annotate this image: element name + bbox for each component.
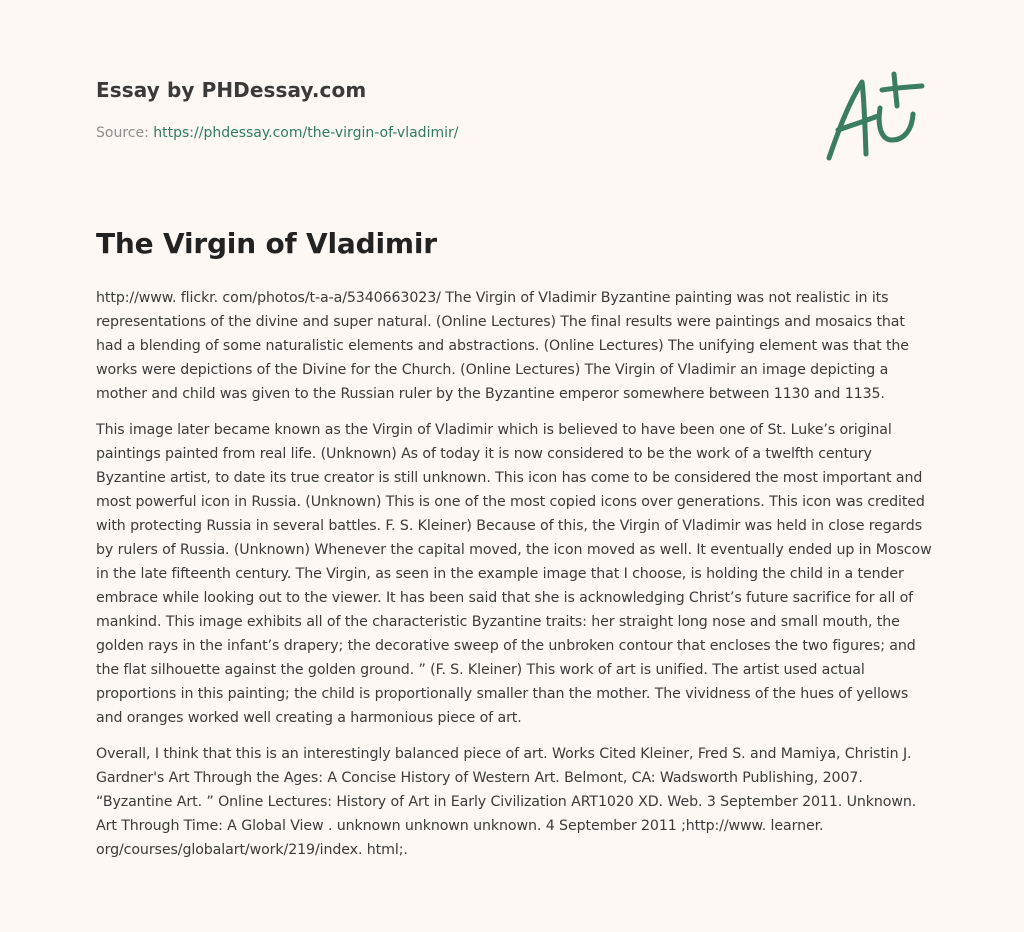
page-header [96, 76, 836, 142]
essay-paragraph: http://www. flickr. com/photos/t-a-a/5340663023/ The Virgin of Vladimir Byzantine painting was not realistic in its representations of the divine and super natural. (Online Lectures) The final results were paintings and mosaics that had a blending of some naturalistic elements and abstractions. (Online Lectures) The unifying element was that the works were depictions of the Divine for the Church. (Online Lectures) The Virgin of Vladimir an image depicting a mother and child was given to the Russian ruler by the Byzantine emperor somewhere between 1130 and 1135. [96, 290, 909, 402]
brand-title: Essay by PHDessay.com [96, 78, 367, 102]
source-link[interactable]: https://phdessay.com/the-virgin-of-vladimir/ [153, 125, 459, 141]
essay-body [96, 286, 932, 874]
source-line [96, 124, 836, 142]
essay-title: The Virgin of Vladimir [96, 227, 437, 260]
source-label: Source: [96, 125, 154, 141]
a-plus-logo-icon [824, 70, 926, 162]
essay-paragraph: This image later became known as the Virgin of Vladimir which is believed to have been one of St. Luke’s original paintings painted from real life. (Unknown) As of today it is now considered to be the work of a twelfth century Byzantine artist, to date its true creator is still unknown. This icon has come to be considered the most important and most powerful icon in Russia. (Unknown) This is one of the most copied icons over generations. This icon was credited with protecting Russia in several battles. F. S. Kleiner) Because of this, the Virgin of Vladimir was held in close regards by rulers of Russia. (Unknown) Whenever the capital moved, the icon moved as well. It eventually ended up in Moscow in the late fifteenth century. The Virgin, as seen in the example image that I choose, is holding the child in a tender embrace while looking out to the viewer. It has been said that she is acknowledging Christ’s future sacrifice for all of mankind. This image exhibits all of the characteristic Byzantine traits: her straight long nose and small mouth, the golden rays in the infant’s drapery; the decorative sweep of the unbroken contour that encloses the two figures; and the flat silhouette against the golden ground. ” (F. S. Kleiner) This work of art is unified. The artist used actual proportions in this painting; the child is proportionally smaller than the mother. The vividness of the hues of yellows and oranges worked well creating a harmonious piece of art. [96, 422, 932, 726]
essay-paragraph: Overall, I think that this is an interestingly balanced piece of art. Works Cited Kleiner, Fred S. and Mamiya, Christin J. Gardner's Art Through the Ages: A Concise History of Western Art. Belmont, CA: Wadsworth Publishing, 2007. “Byzantine Art. ” Online Lectures: History of Art in Early Civilization ART1020 XD. Web. 3 September 2011. Unknown. Art Through Time: A Global View . unknown unknown unknown. 4 September 2011 ;http://www. learner. org/courses/globalart/work/219/index. html;. [96, 746, 917, 858]
